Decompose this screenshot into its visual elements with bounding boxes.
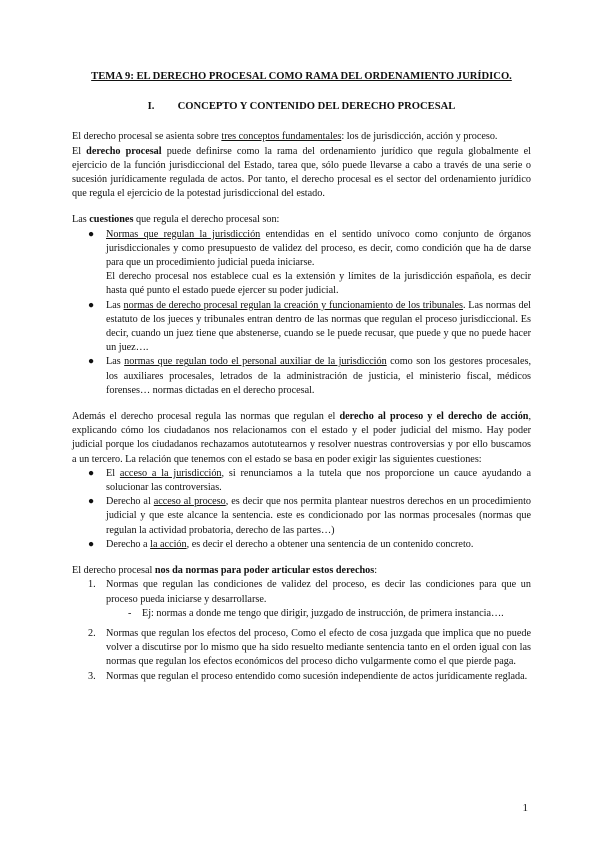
- bullet-icon: ●: [88, 299, 95, 311]
- section-number: I.: [147, 101, 155, 113]
- bullet-icon: ●: [88, 496, 95, 508]
- list-item: ● Normas que regulan la jurisdicción entendidas en el sentido unívoco como conjunto de órganos jurisdiccionales y como presupuesto de validez del proceso, es decir, como condición que ha de darse para que un procedimiento judicial pueda iniciarse. El derecho procesal nos establece cual es la extensión y límites de la jurisdicción española, es decir hasta qué punto el estado puede ejercer su poder judicial.: [72, 228, 531, 299]
- list-number: 1.: [88, 579, 96, 591]
- ademas-list: [72, 467, 531, 552]
- list-item: 3. Normas que regulan el proceso entendido como sucesión independiente de actos jurídicamente reglada.: [72, 670, 531, 684]
- cuestiones-lead: Las cuestiones que regula el derecho procesal son:: [72, 214, 280, 226]
- bullet-icon: ●: [88, 467, 95, 479]
- cuestiones-list: [72, 228, 531, 398]
- intro-paragraph-2: El derecho procesal puede definirse como la rama del ordenamiento jurídico que regula globalmente el ejercicio de la función jurisdiccional del Estado, tarea que, sólo puede llevarse a cabo a través de una serie o sucesión jurídicamente regulada de actos. Por tanto, el derecho procesal es el sector del ordenamiento jurídico que regula el ejercicio de la potestad jurisdiccional del estado.: [72, 145, 532, 200]
- list-item: ● Derecho a la acción, es decir el derecho a obtener una sentencia de un contenido concreto.: [72, 538, 531, 552]
- section-title: CONCEPTO Y CONTENIDO DEL DERECHO PROCESAL: [177, 101, 456, 113]
- list-number: 2.: [88, 627, 96, 639]
- list-item: ● El acceso a la jurisdicción, si renunciamos a la tutela que nos proporcione un cauce ayudando a solucionar las controversias.: [88, 467, 531, 494]
- dash-marker: -: [128, 607, 132, 619]
- bullet-icon: ●: [88, 538, 95, 550]
- normas-lead: El derecho procesal nos da normas para poder articular estos derechos:: [72, 565, 378, 577]
- page-content: [72, 70, 531, 684]
- page-number: 1: [522, 802, 528, 814]
- list-item: ● Derecho al acceso al proceso, es decir que nos permita plantear nuestros derechos en un procedimiento judicial y que este alcance la sentencia. este es condicionado por las normas procesales (normas que regulan la actividad probatoria, derecho de las partes…): [88, 496, 531, 536]
- normas-list-continued: [72, 627, 531, 684]
- bullet-icon: ●: [88, 228, 95, 240]
- bullet-icon: ●: [88, 356, 95, 368]
- sub-list-item: - Ej: normas a donde me tengo que dirigir, juzgado de instrucción, de primera instancia….: [72, 607, 531, 621]
- normas-list: [72, 578, 531, 606]
- ademas-paragraph: Además el derecho procesal regula las normas que regulan el derecho al proceso y el derecho de acción, explicando cómo los ciudadanos nos relacionamos con el estado y el poder judicial del mismo. Hay poder judicial porque los ciudadanos rechazamos autotutearnos y resolver nuestras controversias y por ello buscamos a un tercero. La relación que tenemos con el estado se basa en poder exigir las siguientes cuestiones:: [72, 411, 532, 465]
- document-title: TEMA 9: EL DERECHO PROCESAL COMO RAMA DEL ORDENAMIENTO JURÍDICO.: [91, 71, 512, 82]
- intro-paragraph-1: El derecho procesal se asienta sobre tres conceptos fundamentales: los de jurisdicción, acción y proceso.: [72, 131, 498, 143]
- list-item: 1. Normas que regulan las condiciones de validez del proceso, es decir las condiciones para que un proceso pueda iniciarse y desarrollarse.: [88, 579, 531, 605]
- list-item-continuation: El derecho procesal nos establece cual es la extensión y límites de la jurisdicción española, es decir hasta qué punto el estado puede ejercer su poder judicial.: [106, 271, 531, 297]
- list-item: ● Las normas que regulan todo el personal auxiliar de la jurisdicción como son los gestores procesales, los auxiliares procesales, letrados de la administración de justicia, el ministerio fiscal, médicos forenses… normas dictadas en el derecho procesal.: [88, 356, 531, 396]
- list-item: 2. Normas que regulan los efectos del proceso, Como el efecto de cosa juzgada que implica que no puede volver a discutirse por lo mismo que ha sido resuelto mediante sentencia tanto en el orden igual con las normas que regulan los efectos económicos del proceso dicho vulgarmente como el que pierde paga.: [88, 627, 531, 668]
- list-item: ● Las normas de derecho procesal regulan la creación y funcionamiento de los tribunales. Las normas del estatuto de los jueces y tribunales entran dentro de las normas que regulan el proceso jurisdiccional. Es decir, cuando un juez tiene que abstenerse, cuando se le puede recusar, que puede y que no puede hacer un juez….: [88, 299, 531, 354]
- section-heading: [72, 100, 531, 114]
- list-number: 3.: [88, 670, 96, 682]
